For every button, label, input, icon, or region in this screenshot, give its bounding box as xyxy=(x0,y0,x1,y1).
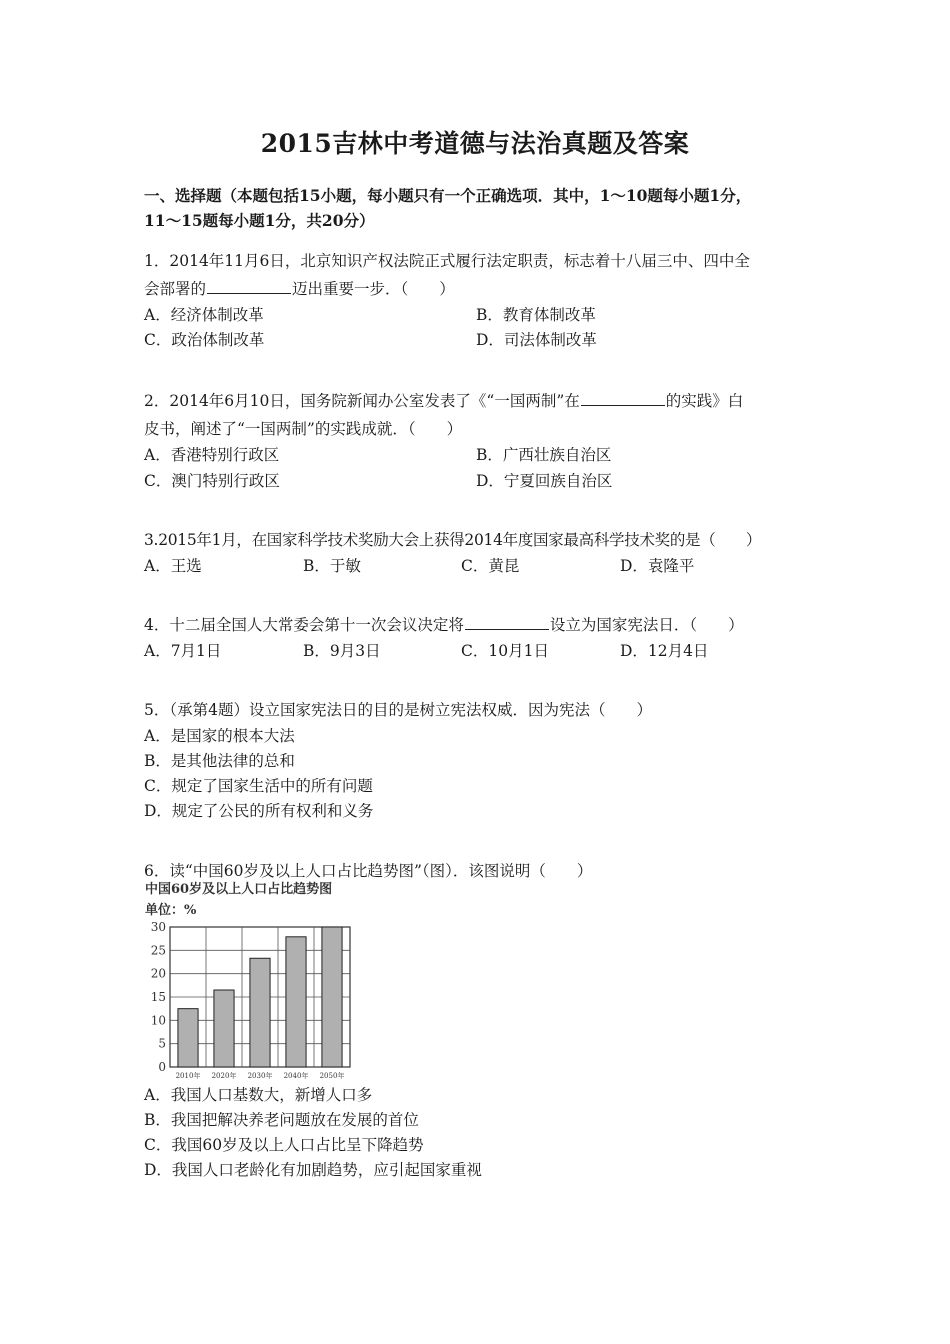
chart-y-tick-label: 20 xyxy=(150,966,166,981)
chart-bar xyxy=(214,990,234,1067)
chart-y-unit-label: 单位：% xyxy=(145,903,197,918)
q3-option-b: B．于敏 xyxy=(303,557,361,575)
chart-bar xyxy=(286,937,306,1067)
chart-bar xyxy=(178,1009,198,1067)
chart-x-tick-label: 2010年 xyxy=(175,1072,201,1080)
q2-option-c: C．澳门特别行政区 xyxy=(144,472,280,490)
q2-blank xyxy=(581,391,665,406)
chart-y-tick-label: 25 xyxy=(150,943,166,958)
q2-stem-post: 的实践》白 xyxy=(665,392,744,410)
q6-stem: 6．读“中国60岁及以上人口占比趋势图”（图）．该图说明（ ） xyxy=(144,862,593,880)
chart-y-tick-label: 15 xyxy=(150,990,166,1004)
population-chart xyxy=(140,880,380,1080)
q2-option-b: B．广西壮族自治区 xyxy=(476,446,612,464)
section-heading-line2: 11～15题每小题1分，共20分） xyxy=(144,211,375,230)
q1-stem-pre: 会部署的 xyxy=(144,280,207,298)
q4-option-b: B．9月3日 xyxy=(303,642,381,660)
q4-option-a: A．7月1日 xyxy=(144,642,222,660)
chart-x-tick-label: 2020年 xyxy=(211,1072,237,1080)
q4-blank xyxy=(465,615,549,630)
chart-y-tick-label: 30 xyxy=(150,920,166,934)
q3-option-a: A．王选 xyxy=(144,557,202,575)
q4-stem-post: 设立为国家宪法日．（ ） xyxy=(549,616,744,634)
q6-option-b: B．我国把解决养老问题放在发展的首位 xyxy=(144,1111,419,1129)
chart-x-tick-label: 2030年 xyxy=(247,1072,273,1080)
q5-stem: 5．（承第4题）设立国家宪法日的目的是树立宪法权威．因为宪法（ ） xyxy=(144,701,652,719)
q2-stem-line2: 皮书，阐述了“一国两制”的实践成就．（ ） xyxy=(144,420,463,438)
chart-y-tick-label: 10 xyxy=(150,1013,166,1028)
q4-option-c: C．10月1日 xyxy=(461,642,549,660)
q2-stem-line1 xyxy=(144,389,743,411)
q1-option-a: A．经济体制改革 xyxy=(144,306,264,324)
q2-option-d: D．宁夏回族自治区 xyxy=(476,472,613,490)
chart-bar xyxy=(322,927,342,1067)
q5-option-a: A．是国家的根本大法 xyxy=(144,727,295,745)
q6-option-d: D．我国人口老龄化有加剧趋势，应引起国家重视 xyxy=(144,1161,482,1179)
q4-stem xyxy=(144,613,744,635)
chart-x-tick-label: 2050年 xyxy=(319,1072,345,1080)
q2-option-a: A．香港特别行政区 xyxy=(144,446,280,464)
q3-option-c: C．黄昆 xyxy=(461,557,520,575)
q1-option-c: C．政治体制改革 xyxy=(144,331,265,349)
page-title: 2015吉林中考道德与法治真题及答案 xyxy=(260,129,690,158)
population-chart-svg xyxy=(140,880,380,1080)
q1-stem-line1: 1．2014年11月6日，北京知识产权法院正式履行法定职责，标志着十八届三中、四中全 xyxy=(144,252,750,270)
q1-stem-line2 xyxy=(144,277,455,299)
q4-stem-pre: 4．十二届全国人大常委会第十一次会议决定将 xyxy=(144,616,464,634)
q5-option-b: B．是其他法律的总和 xyxy=(144,752,295,770)
q3-stem: 3.2015年1月，在国家科学技术奖励大会上获得2014年度国家最高科学技术奖的是（ ） xyxy=(144,531,762,549)
q5-option-d: D．规定了公民的所有权利和义务 xyxy=(144,802,374,820)
q6-option-c: C．我国60岁及以上人口占比呈下降趋势 xyxy=(144,1136,424,1154)
chart-y-tick-label: 0 xyxy=(158,1060,166,1074)
chart-bar xyxy=(250,958,270,1067)
q1-stem-post: 迈出重要一步．（ ） xyxy=(292,280,455,298)
q4-option-d: D．12月4日 xyxy=(620,642,709,660)
section-heading-line1: 一、选择题（本题包括15小题，每小题只有一个正确选项．其中，1～10题每小题1分， xyxy=(144,186,752,205)
q1-option-b: B．教育体制改革 xyxy=(476,306,596,324)
q3-option-d: D．袁隆平 xyxy=(620,557,695,575)
chart-x-tick-label: 2040年 xyxy=(283,1072,309,1080)
q2-stem-pre: 2．2014年6月10日，国务院新闻办公室发表了《“一国两制”在 xyxy=(144,392,580,410)
chart-y-tick-label: 5 xyxy=(158,1036,166,1051)
chart-title: 中国60岁及以上人口占比趋势图 xyxy=(145,882,333,897)
q5-option-c: C．规定了国家生活中的所有问题 xyxy=(144,777,373,795)
q1-option-d: D．司法体制改革 xyxy=(476,331,597,349)
q1-blank xyxy=(207,279,291,294)
q6-option-a: A．我国人口基数大，新增人口多 xyxy=(144,1086,373,1104)
